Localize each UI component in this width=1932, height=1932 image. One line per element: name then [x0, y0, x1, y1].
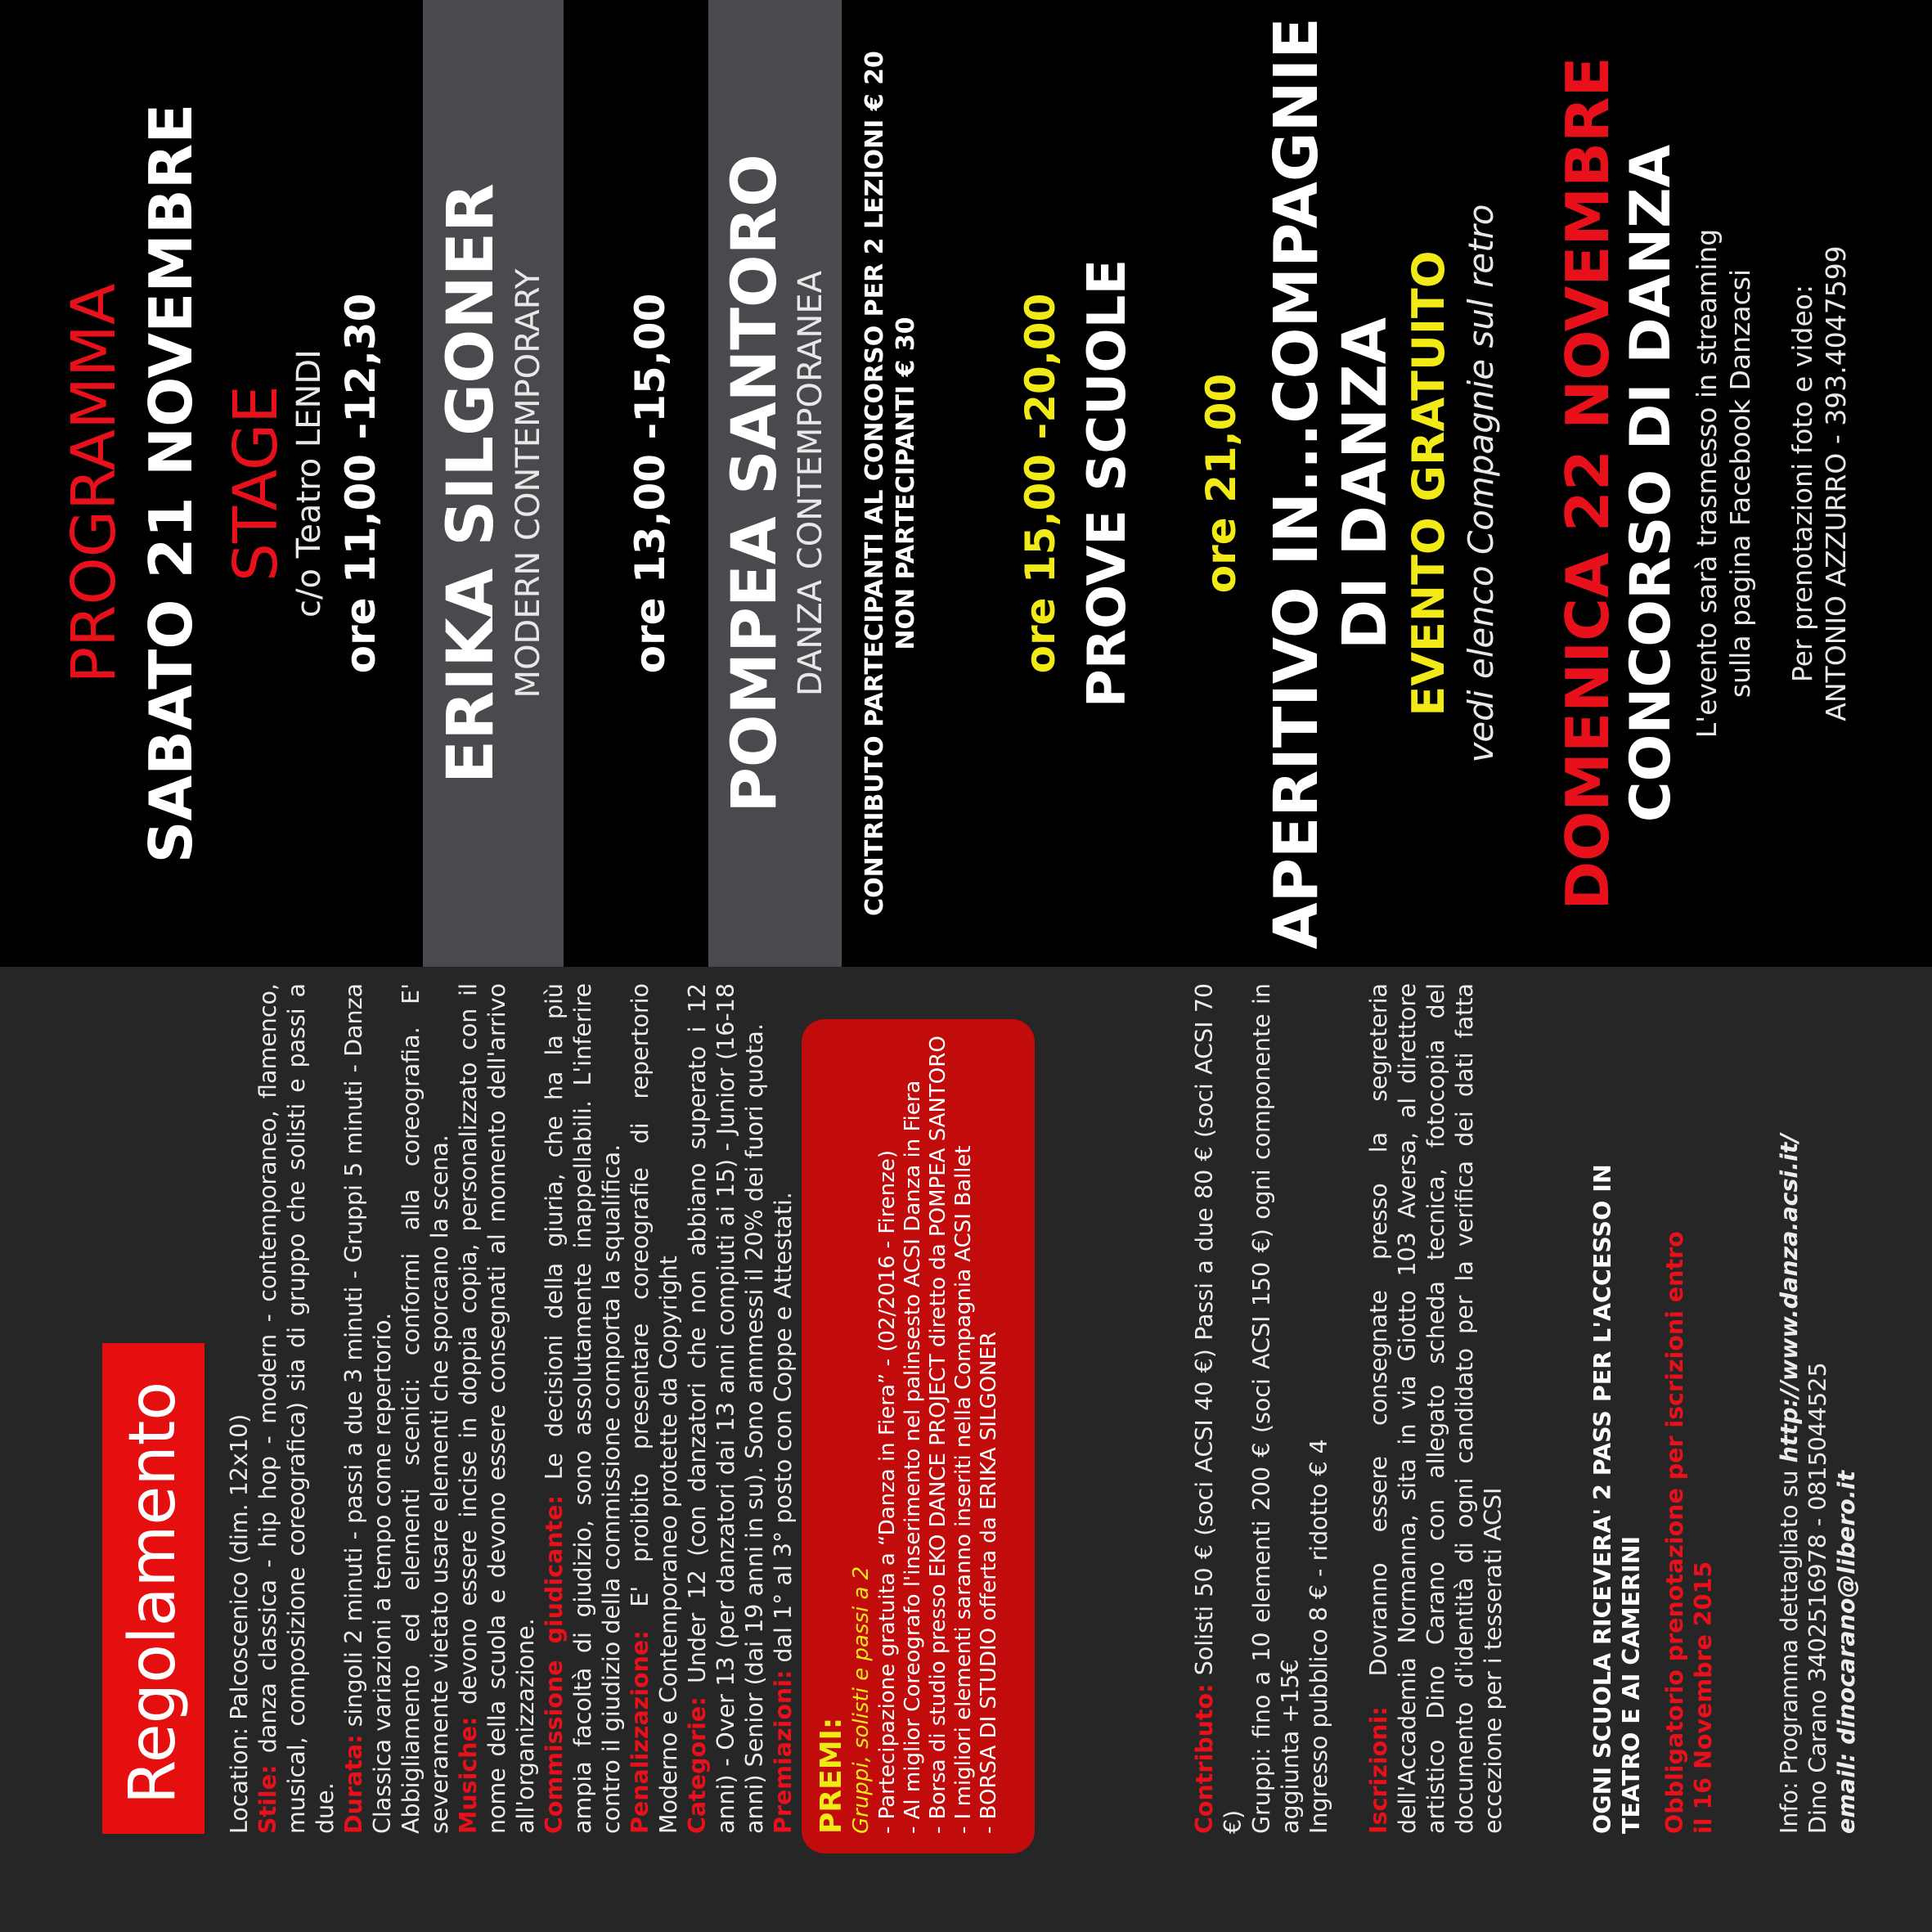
info-line: Info: Programma dettagliato su http://www.danza.acsi.it/	[1776, 1134, 1803, 1834]
email-link[interactable]: dinocarano@libero.it	[1833, 1470, 1860, 1745]
premi-list	[875, 1032, 1002, 1834]
obbligatorio-notice: Obbligatorio prenotazione per iscrizioni entro il 16 Novembre 2015	[1661, 1231, 1717, 1834]
rule-penalizzazione: Penalizzazione: E' proibito presentare coreografie di repertorio Moderno e Contemporaneo protette da Copyright	[627, 983, 682, 1834]
contributo-lezioni: CONTRIBUTO PARTECIPANTI AL CONCORSO PER 2 LEZIONI € 20	[860, 51, 889, 916]
info-phone: Dino Carano 3402516978 - 0815044525	[1804, 1362, 1831, 1834]
rule-stile: Stile: danza classica - hip hop - modern - contemporaneo, flamenco, musical, composizione coreografica) sia di gruppo che solisti e passi a due.	[254, 983, 339, 1834]
rule-musiche: Musiche: devono essere incise in doppia copia, personalizzato con il nome della scuola e devono essere consegnati al momento dell'arrivo all'organizzazione.	[455, 983, 539, 1834]
regolamento-title: Regolamento	[102, 1343, 204, 1834]
premi-item: - Partecipazione gratuita a “Danza in Fiera” - (02/2016 - Firenze)	[875, 1150, 900, 1834]
streaming-line-2: sulla pagina Facebook Danzacsi	[1724, 268, 1756, 699]
contributo-non-partecipanti: NON PARTECIPANTI € 30	[892, 317, 920, 650]
rule-categorie: Categorie: Under 12 (con danzatori che non abbiano superato i 12 anni) - Over 13 (per danzatori dai 13 anni compiuti ai 15) - Junior (16-18 anni) Senior (dai 19 anni in su). Sono ammessi il 20% dei fuori quota.	[684, 983, 768, 1834]
contributo-block	[1190, 983, 1333, 1834]
premi-item: - Borsa di studio presso EKO DANCE PROJECT diretto da POMPEA SANTORO	[926, 1036, 950, 1834]
domenica-date: DOMENICA 22 NOVEMBRE	[1553, 56, 1622, 910]
ore-stage-1: ore 11,00 -12,30	[337, 293, 384, 674]
premi-subtitle: Gruppi, solisti e passi a 2	[849, 1566, 874, 1834]
aperitivo-title-1: APERITIVO IN...COMPAGNIE	[1261, 17, 1332, 950]
pass-notice: OGNI SCUOLA RICEVERA' 2 PASS PER L'ACCESSO IN TEATRO E AI CAMERINI	[1589, 1164, 1645, 1834]
prove-scuole: PROVE SCUOLE	[1077, 258, 1138, 708]
streaming-line-1: L'evento sarà trasmesso in streaming	[1691, 228, 1723, 739]
regolamento-section	[0, 967, 1932, 1932]
sabato-date: SABATO 21 NOVEMBRE	[137, 103, 205, 864]
programma-title: PROGRAMMA	[59, 283, 129, 684]
concorso-title: CONCORSO DI DANZA	[1619, 144, 1683, 823]
rule-location: Location: Palcoscenico (dim. 12x10)	[226, 1413, 253, 1834]
iscrizioni-block	[1364, 983, 1507, 1834]
ore-stage-2: ore 13,00 -15,00	[627, 293, 674, 674]
teacher-pompea-name: POMPEA SANTORO	[717, 154, 790, 813]
vedi-elenco: vedi elenco Compagnie sul retro	[1461, 204, 1501, 763]
stage-title: STAGE	[221, 385, 291, 582]
rule-commissione: Commissione giudicante: Le decisioni della giuria, che ha la più ampia facoltà di giudizio, sono assolutamente inappellabili. L'inferire contro il giudizio della commissione comporta la squalifica.	[541, 983, 625, 1834]
regolamento-rules	[225, 983, 798, 1834]
iscrizioni-text: Iscrizioni: Dovranno essere consegnate presso la segreteria dell'Accademia Normanna, sita in via Giotto 103 Aversa, al direttore artistico Dino Carano con allegato scheda tecnica, fotocopia del documento d'identità di ogni candidato per la verifica dei dati fatta eccezione per i tesserati ACSI	[1365, 983, 1507, 1834]
contributo-gruppi: Gruppi: fino a 10 elementi 200 € (soci ACSI 150 €) ogni componente in aggiunta +15€	[1248, 983, 1304, 1834]
aperitivo-title-2: DI DANZA	[1330, 317, 1400, 650]
teacher-pompea-style: DANZA CONTEMPORANEA	[792, 270, 829, 697]
premi-box	[802, 1019, 1035, 1853]
premi-title: PREMI:	[815, 1717, 848, 1834]
premi-item: - I migliori elementi saranno inseriti nella Compagnia ACSI Ballet	[951, 1145, 976, 1834]
teatro-location: c/o Teatro LENDI	[290, 349, 328, 618]
info-block	[1775, 983, 1861, 1834]
teacher-erika-style: MODERN CONTEMPORARY	[510, 268, 547, 699]
contributo-solisti: Contributo: Solisti 50 € (soci ACSI 40 €) Passi a due 80 € (soci ACSI 70 €)	[1191, 983, 1247, 1834]
rule-premiazioni: Premiazioni: dal 1° al 3° posto con Coppe e Attestati.	[770, 1192, 797, 1834]
ore-aperitivo: ore 21,00	[1197, 373, 1245, 594]
premi-item: - Al miglior Coreografo l'inserimento nel palinsesto ACSI Danza in Fiera	[901, 1080, 925, 1834]
premi-item: - BORSA DI STUDIO offerta da ERIKA SILGONER	[977, 1332, 1001, 1834]
contributo-ingresso: Ingresso pubblico 8 € - ridotto € 4	[1305, 1439, 1332, 1834]
evento-gratuito: EVENTO GRATUITO	[1403, 250, 1454, 717]
prenotazioni-line-2: ANTONIO AZZURRO - 393.4047599	[1820, 245, 1852, 721]
teacher-erika-name: ERIKA SILGONER	[434, 182, 508, 784]
prenotazioni-line-1: Per prenotazioni foto e video:	[1786, 284, 1818, 683]
website-link[interactable]: http://www.danza.acsi.it/	[1776, 1134, 1803, 1463]
info-email: email: dinocarano@libero.it	[1833, 1470, 1860, 1834]
rule-durata: Durata: singoli 2 minuti - passi a due 3 minuti - Gruppi 5 minuti - Danza Classica variazioni a tempo come repertorio.	[340, 983, 396, 1834]
rule-abbigliamento: Abbigliamento ed elementi scenici: conformi alla coreografia. E' severamente vietato usare elementi che sporcano la scena.	[398, 983, 453, 1834]
ore-prove: ore 15,00 -20,00	[1017, 293, 1064, 674]
